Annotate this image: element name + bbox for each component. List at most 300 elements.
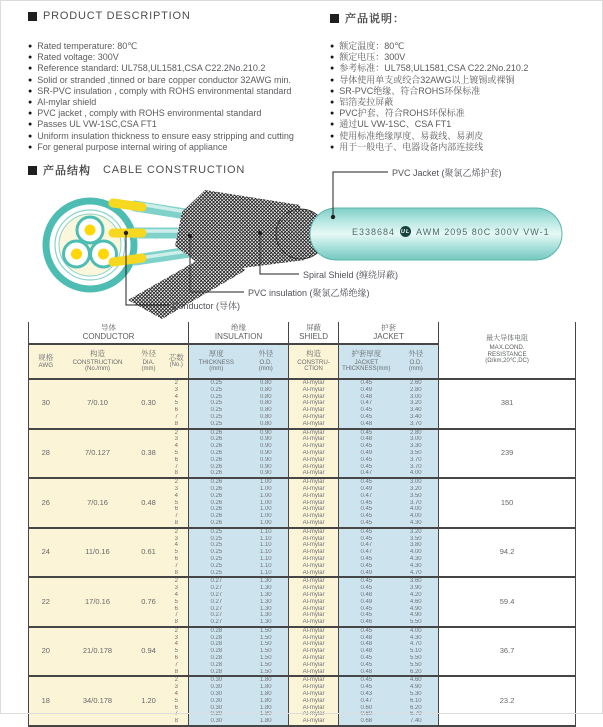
spec-row xyxy=(29,429,576,437)
cell-jacket-od: 4.20 xyxy=(394,592,439,599)
bullet-icon: ● xyxy=(330,99,335,107)
cell-jacket-od: 3.20 xyxy=(394,400,439,407)
cell-jacket-thickness: 0.49 xyxy=(339,486,394,493)
group-conductor-en: CONDUCTOR xyxy=(82,332,135,341)
cell-shield: Al-mylar xyxy=(289,684,339,691)
bullet-icon: ● xyxy=(330,87,335,95)
group-shield-zh: 屏蔽 xyxy=(306,322,322,332)
cell-ins-thickness: 0.26 xyxy=(189,506,244,513)
cell-jacket-thickness: 0.48 xyxy=(339,641,394,648)
bullet-item xyxy=(28,75,294,86)
cell-jacket-od: 4.00 xyxy=(394,513,439,520)
cell-ins-od: 1.80 xyxy=(244,711,289,718)
cell-jacket-thickness: 0.45 xyxy=(339,556,394,563)
cell-cores: 6 xyxy=(165,655,189,662)
header-jacket-od: 外径 O.D. (mm) xyxy=(394,344,439,379)
cell-cores: 2 xyxy=(165,379,189,387)
cell-jacket-thickness: 0.45 xyxy=(339,520,394,528)
cell-cores: 7 xyxy=(165,612,189,619)
bullet-item xyxy=(330,131,528,142)
bullet-item xyxy=(330,142,528,153)
bullet-text: 额定温度：80℃ xyxy=(339,41,405,51)
cell-cores: 7 xyxy=(165,414,189,421)
bullet-item xyxy=(28,108,294,119)
cell-ins-thickness: 0.26 xyxy=(189,443,244,450)
cell-jacket-od: 5.50 xyxy=(394,619,439,627)
bullet-text: 导体使用单支或绞合32AWG以上镀锡或裸铜 xyxy=(339,74,515,85)
bullet-item xyxy=(28,131,294,142)
cell-ins-od: 1.10 xyxy=(244,549,289,556)
bullet-text: SR-PVC insulation , comply with ROHS environmental standard xyxy=(37,85,292,96)
cell-ins-thickness: 0.27 xyxy=(189,592,244,599)
cell-jacket-thickness: 0.47 xyxy=(339,493,394,500)
cell-shield: Al-mylar xyxy=(289,500,339,507)
cell-cores: 5 xyxy=(165,599,189,606)
cell-shield: Al-mylar xyxy=(289,691,339,698)
cell-shield: Al-mylar xyxy=(289,400,339,407)
cell-cores: 2 xyxy=(165,429,189,437)
cell-jacket-thickness: 0.48 xyxy=(339,635,394,642)
cell-jacket-thickness: 0.48 xyxy=(339,394,394,401)
header-cores: 芯数 (No.) xyxy=(165,344,189,379)
cell-cores: 8 xyxy=(165,470,189,478)
cell-shield: Al-mylar xyxy=(289,599,339,606)
cell-shield: Al-mylar xyxy=(289,648,339,655)
cell-jacket-od: 3.40 xyxy=(394,414,439,421)
cell-jacket-thickness: 0.45 xyxy=(339,655,394,662)
header-resistance xyxy=(439,322,576,379)
label-spiral-shield: Spiral Shield (缠绕屏蔽) xyxy=(303,270,399,280)
bullet-item xyxy=(28,142,294,153)
cell-jacket-thickness: 0.46 xyxy=(339,619,394,627)
cell-ins-od: 1.30 xyxy=(244,606,289,613)
bullet-text: 用于一般电子、电器设备内部连接线 xyxy=(339,141,484,152)
cell-awg: 28 xyxy=(29,429,63,479)
cell-ins-thickness: 0.30 xyxy=(189,676,244,684)
cell-ins-thickness: 0.28 xyxy=(189,648,244,655)
cell-jacket-od: 3.30 xyxy=(394,443,439,450)
cell-construction: 11/0.16 xyxy=(63,528,133,578)
cell-shield: Al-mylar xyxy=(289,542,339,549)
cell-cores: 8 xyxy=(165,570,189,578)
cell-ins-thickness: 0.25 xyxy=(189,528,244,536)
cell-ins-od: 1.80 xyxy=(244,698,289,705)
bullet-text: Uniform insulation thickness to ensure easy stripping and cutting xyxy=(37,130,294,141)
cell-ins-od: 1.00 xyxy=(244,478,289,486)
label-conductor: Conductor (导体) xyxy=(172,301,241,311)
cell-jacket-od: 4.30 xyxy=(394,556,439,563)
bullet-text: PVC护套、符合ROHS环保标准 xyxy=(339,108,465,119)
cell-ins-od: 1.30 xyxy=(244,577,289,585)
cell-jacket-od: 3.60 xyxy=(394,577,439,585)
cell-cores: 3 xyxy=(165,536,189,543)
cell-ins-od: 0.80 xyxy=(244,379,289,387)
bullet-text: 通过UL VW-1SC、CSA FT1 xyxy=(339,119,452,130)
cell-shield: Al-mylar xyxy=(289,387,339,394)
cell-shield: Al-mylar xyxy=(289,379,339,387)
cell-jacket-od: 5.50 xyxy=(394,662,439,669)
cell-ins-od: 1.00 xyxy=(244,500,289,507)
bullet-text: Al-mylar shield xyxy=(37,97,97,108)
group-insulation-zh: 绝缘 xyxy=(231,322,247,332)
cell-jacket-od: 3.80 xyxy=(394,542,439,549)
cell-dia: 0.94 xyxy=(133,627,165,677)
cell-jacket-od: 3.70 xyxy=(394,464,439,471)
spec-row xyxy=(29,528,576,536)
cell-ins-od: 1.00 xyxy=(244,486,289,493)
cell-ins-od: 1.10 xyxy=(244,536,289,543)
cell-jacket-od: 3.50 xyxy=(394,450,439,457)
cell-shield: Al-mylar xyxy=(289,612,339,619)
cell-shield: Al-mylar xyxy=(289,536,339,543)
cell-cores: 3 xyxy=(165,585,189,592)
bullet-icon: ● xyxy=(330,143,335,151)
cell-ins-thickness: 0.25 xyxy=(189,421,244,429)
cell-ins-thickness: 0.30 xyxy=(189,705,244,712)
cell-ins-thickness: 0.27 xyxy=(189,585,244,592)
bullet-text: 参考标准：UL758,UL1581,CSA C22.2No.210.2 xyxy=(339,63,529,74)
cell-ins-thickness: 0.26 xyxy=(189,470,244,478)
bullet-icon: ● xyxy=(28,43,33,50)
cell-dia: 1.20 xyxy=(133,676,165,726)
cell-jacket-od: 3.50 xyxy=(394,536,439,543)
header-ins-thickness: 厚度 THICKNESS (mm) xyxy=(189,344,244,379)
cell-shield: Al-mylar xyxy=(289,711,339,718)
cell-ins-od: 0.80 xyxy=(244,421,289,429)
section-title-text: PRODUCT DESCRIPTION xyxy=(43,10,191,22)
cell-cores: 3 xyxy=(165,436,189,443)
cell-shield: Al-mylar xyxy=(289,698,339,705)
cell-resistance: 94.2 xyxy=(439,528,576,578)
cell-jacket-od: 3.70 xyxy=(394,457,439,464)
cell-jacket-thickness: 0.45 xyxy=(339,513,394,520)
header-resistance-en1: MAX.COND. xyxy=(489,343,525,351)
cell-shield: Al-mylar xyxy=(289,464,339,471)
cell-cores: 3 xyxy=(165,684,189,691)
cell-ins-od: 1.10 xyxy=(244,542,289,549)
bullet-item xyxy=(330,86,528,97)
cell-ins-thickness: 0.28 xyxy=(189,641,244,648)
cell-dia: 0.76 xyxy=(133,577,165,627)
cell-cores: 8 xyxy=(165,669,189,677)
bullet-item xyxy=(330,97,528,108)
cell-ins-od: 0.80 xyxy=(244,400,289,407)
cell-shield: Al-mylar xyxy=(289,414,339,421)
spec-row xyxy=(29,627,576,635)
bullet-item xyxy=(28,52,294,63)
cell-shield: Al-mylar xyxy=(289,655,339,662)
section-square-icon xyxy=(28,12,37,21)
bullet-icon: ● xyxy=(28,87,33,95)
cell-resistance: 150 xyxy=(439,478,576,528)
cell-ins-thickness: 0.27 xyxy=(189,599,244,606)
cell-jacket-thickness: 0.45 xyxy=(339,536,394,543)
cell-jacket-od: 2.80 xyxy=(394,429,439,437)
cable-print-text xyxy=(352,226,550,237)
cell-jacket-thickness: 0.49 xyxy=(339,387,394,394)
cell-cores: 5 xyxy=(165,698,189,705)
cell-ins-thickness: 0.26 xyxy=(189,464,244,471)
bullet-icon: ● xyxy=(330,54,335,62)
cell-shield: Al-mylar xyxy=(289,443,339,450)
bullet-item xyxy=(28,97,294,108)
cell-shield: Al-mylar xyxy=(289,520,339,528)
bullet-icon: ● xyxy=(28,143,33,151)
cell-ins-od: 1.50 xyxy=(244,627,289,635)
spec-row xyxy=(29,379,576,387)
cell-shield: Al-mylar xyxy=(289,436,339,443)
bullet-text: Reference standard: UL758,UL1581,CSA C22.2No.210.2 xyxy=(37,63,266,74)
group-conductor xyxy=(29,322,189,344)
cell-resistance: 59.4 xyxy=(439,577,576,627)
cell-jacket-od: 4.00 xyxy=(394,549,439,556)
cell-shield: Al-mylar xyxy=(289,619,339,627)
group-insulation-en: INSULATION xyxy=(214,332,263,341)
cell-cores: 2 xyxy=(165,478,189,486)
cell-ins-od: 0.90 xyxy=(244,436,289,443)
cell-ins-od: 0.90 xyxy=(244,429,289,437)
cell-ins-thickness: 0.25 xyxy=(189,379,244,387)
header-resistance-zh: 最大导体电阻 xyxy=(486,335,529,343)
cell-dia: 0.30 xyxy=(133,379,165,429)
cell-jacket-od: 6.70 xyxy=(394,711,439,718)
cell-jacket-thickness: 0.45 xyxy=(339,528,394,536)
cell-ins-thickness: 0.30 xyxy=(189,718,244,726)
cell-ins-thickness: 0.25 xyxy=(189,387,244,394)
cell-shield: Al-mylar xyxy=(289,627,339,635)
cell-shield: Al-mylar xyxy=(289,549,339,556)
cell-shield: Al-mylar xyxy=(289,429,339,437)
cell-cores: 2 xyxy=(165,577,189,585)
cell-jacket-thickness: 0.48 xyxy=(339,648,394,655)
cell-jacket-thickness: 0.45 xyxy=(339,500,394,507)
cell-jacket-od: 3.90 xyxy=(394,585,439,592)
cell-jacket-thickness: 0.49 xyxy=(339,570,394,578)
section-square-icon xyxy=(330,14,339,23)
cell-ins-od: 1.30 xyxy=(244,619,289,627)
cell-shield: Al-mylar xyxy=(289,470,339,478)
cell-jacket-thickness: 0.48 xyxy=(339,421,394,429)
cell-ins-thickness: 0.26 xyxy=(189,436,244,443)
cell-ins-thickness: 0.25 xyxy=(189,414,244,421)
cell-jacket-thickness: 0.45 xyxy=(339,612,394,619)
bullet-icon: ● xyxy=(28,65,33,73)
cell-ins-thickness: 0.26 xyxy=(189,486,244,493)
bullet-icon: ● xyxy=(330,132,335,140)
cell-jacket-thickness: 0.45 xyxy=(339,464,394,471)
cell-ins-thickness: 0.30 xyxy=(189,711,244,718)
cell-cores: 5 xyxy=(165,450,189,457)
cell-ins-thickness: 0.27 xyxy=(189,619,244,627)
cell-jacket-thickness: 0.68 xyxy=(339,718,394,726)
cell-ins-thickness: 0.26 xyxy=(189,520,244,528)
cell-cores: 8 xyxy=(165,421,189,429)
cell-ins-thickness: 0.25 xyxy=(189,563,244,570)
cell-cores: 4 xyxy=(165,592,189,599)
bullet-text: Solid or stranded ,tinned or bare copper conductor 32AWG min. xyxy=(37,74,292,85)
cell-cores: 7 xyxy=(165,464,189,471)
cell-ins-od: 1.80 xyxy=(244,705,289,712)
cell-ins-od: 1.80 xyxy=(244,684,289,691)
cell-jacket-od: 3.00 xyxy=(394,436,439,443)
cell-jacket-thickness: 0.45 xyxy=(339,443,394,450)
cell-cores: 7 xyxy=(165,711,189,718)
header-jacket-thickness: 护套厚度 JACKET THICKNESS(mm) xyxy=(339,344,394,379)
cell-ins-od: 0.80 xyxy=(244,407,289,414)
construction-title-zh: 产品结构 xyxy=(43,165,91,177)
cell-ins-thickness: 0.26 xyxy=(189,500,244,507)
cell-ins-od: 1.00 xyxy=(244,520,289,528)
bullet-item xyxy=(28,86,294,97)
bullet-item xyxy=(28,63,294,74)
cell-cores: 6 xyxy=(165,457,189,464)
cell-cores: 3 xyxy=(165,387,189,394)
cell-jacket-od: 6.20 xyxy=(394,669,439,677)
cell-shield: Al-mylar xyxy=(289,528,339,536)
cell-shield: Al-mylar xyxy=(289,676,339,684)
bullet-text: 铝箔麦拉屏蔽 xyxy=(339,97,394,108)
cell-awg: 22 xyxy=(29,577,63,627)
group-jacket-zh: 护套 xyxy=(381,322,397,332)
bullet-icon: ● xyxy=(28,54,33,62)
cell-ins-thickness: 0.26 xyxy=(189,429,244,437)
cell-awg: 30 xyxy=(29,379,63,429)
cell-shield: Al-mylar xyxy=(289,478,339,486)
cell-jacket-thickness: 0.47 xyxy=(339,470,394,478)
cell-cores: 5 xyxy=(165,500,189,507)
cell-cores: 8 xyxy=(165,520,189,528)
cell-jacket-od: 4.30 xyxy=(394,563,439,570)
group-shield-en: SHIELD xyxy=(299,332,329,341)
cell-jacket-thickness: 0.45 xyxy=(339,478,394,486)
spec-table-section xyxy=(28,322,575,727)
cell-ins-od: 0.80 xyxy=(244,394,289,401)
cell-shield: Al-mylar xyxy=(289,493,339,500)
cell-jacket-od: 2.60 xyxy=(394,379,439,387)
cell-ins-thickness: 0.25 xyxy=(189,556,244,563)
cell-resistance: 23.2 xyxy=(439,676,576,726)
cell-ins-od: 1.30 xyxy=(244,592,289,599)
cell-shield: Al-mylar xyxy=(289,705,339,712)
bullet-item xyxy=(330,52,528,63)
cell-cores: 4 xyxy=(165,542,189,549)
product-description-list-zh xyxy=(330,41,528,153)
bullet-text: Rated voltage: 300V xyxy=(37,52,119,63)
cell-dia: 0.38 xyxy=(133,429,165,479)
bullet-icon: ● xyxy=(28,110,33,118)
cell-cores: 6 xyxy=(165,506,189,513)
cell-jacket-od: 7.40 xyxy=(394,718,439,726)
cell-jacket-od: 6.10 xyxy=(394,698,439,705)
cell-shield: Al-mylar xyxy=(289,450,339,457)
cell-jacket-od: 5.30 xyxy=(394,691,439,698)
cell-jacket-od: 4.30 xyxy=(394,635,439,642)
cell-ins-od: 1.30 xyxy=(244,585,289,592)
cell-jacket-thickness: 0.45 xyxy=(339,585,394,592)
header-ins-od: 外径 O.D. (mm) xyxy=(244,344,289,379)
cell-ins-thickness: 0.25 xyxy=(189,394,244,401)
cell-jacket-thickness: 0.45 xyxy=(339,662,394,669)
cell-jacket-od: 3.20 xyxy=(394,486,439,493)
cell-ins-od: 1.80 xyxy=(244,691,289,698)
cell-ins-od: 1.50 xyxy=(244,641,289,648)
bullet-icon: ● xyxy=(28,132,33,140)
cell-ins-thickness: 0.26 xyxy=(189,493,244,500)
cell-jacket-od: 5.50 xyxy=(394,655,439,662)
cell-shield: Al-mylar xyxy=(289,718,339,726)
product-description-list-en xyxy=(28,41,294,153)
cable-print-cert: E338684 xyxy=(352,226,396,237)
cell-ins-thickness: 0.27 xyxy=(189,612,244,619)
section-title-text-zh: 产品说明： xyxy=(345,13,405,25)
cell-jacket-od: 3.20 xyxy=(394,528,439,536)
cell-cores: 6 xyxy=(165,556,189,563)
cell-jacket-thickness: 0.45 xyxy=(339,676,394,684)
cell-shield: Al-mylar xyxy=(289,662,339,669)
cell-jacket-od: 3.00 xyxy=(394,478,439,486)
cell-cores: 4 xyxy=(165,641,189,648)
cable-construction-section xyxy=(0,160,603,320)
cell-cores: 6 xyxy=(165,705,189,712)
cell-cores: 4 xyxy=(165,443,189,450)
cell-jacket-thickness: 0.47 xyxy=(339,698,394,705)
bullet-item xyxy=(330,119,528,130)
cell-cores: 4 xyxy=(165,493,189,500)
cell-ins-od: 1.80 xyxy=(244,718,289,726)
cell-cores: 7 xyxy=(165,513,189,520)
cell-ins-thickness: 0.25 xyxy=(189,549,244,556)
cell-ins-od: 0.80 xyxy=(244,414,289,421)
table-group-header-row xyxy=(29,322,576,344)
cell-ins-thickness: 0.28 xyxy=(189,662,244,669)
label-pvc-insulation: PVC insulation (聚氯乙烯绝缘) xyxy=(248,288,370,298)
cell-awg: 26 xyxy=(29,478,63,528)
cell-jacket-thickness: 0.45 xyxy=(339,563,394,570)
cell-ins-od: 0.90 xyxy=(244,443,289,450)
cell-construction: 17/0.16 xyxy=(63,577,133,627)
cell-jacket-thickness: 0.48 xyxy=(339,436,394,443)
cell-awg: 20 xyxy=(29,627,63,677)
cell-jacket-thickness: 0.45 xyxy=(339,407,394,414)
spec-table xyxy=(28,322,576,727)
cell-shield: Al-mylar xyxy=(289,556,339,563)
cell-ins-od: 1.10 xyxy=(244,570,289,578)
bullet-icon: ● xyxy=(330,110,335,118)
cell-shield: Al-mylar xyxy=(289,457,339,464)
bullet-icon: ● xyxy=(28,99,33,107)
cell-jacket-od: 3.70 xyxy=(394,500,439,507)
cell-jacket-thickness: 0.60 xyxy=(339,711,394,718)
cell-jacket-od: 4.00 xyxy=(394,470,439,478)
bullet-item xyxy=(28,41,294,52)
cell-ins-thickness: 0.28 xyxy=(189,627,244,635)
cell-jacket-thickness: 0.47 xyxy=(339,549,394,556)
header-dia: 外径 DIA. (mm) xyxy=(133,344,165,379)
cell-jacket-od: 3.40 xyxy=(394,407,439,414)
cell-cores: 2 xyxy=(165,676,189,684)
cell-ins-thickness: 0.25 xyxy=(189,570,244,578)
header-resistance-unit: (Ω/km,20℃,DC) xyxy=(485,357,529,364)
cell-resistance: 381 xyxy=(439,379,576,429)
cell-ins-thickness: 0.26 xyxy=(189,478,244,486)
cell-jacket-thickness: 0.45 xyxy=(339,506,394,513)
cell-ins-od: 1.50 xyxy=(244,648,289,655)
cell-jacket-thickness: 0.45 xyxy=(339,684,394,691)
cell-jacket-od: 3.50 xyxy=(394,493,439,500)
bullet-item xyxy=(330,75,528,86)
cell-shield: Al-mylar xyxy=(289,563,339,570)
cell-ins-od: 1.50 xyxy=(244,669,289,677)
